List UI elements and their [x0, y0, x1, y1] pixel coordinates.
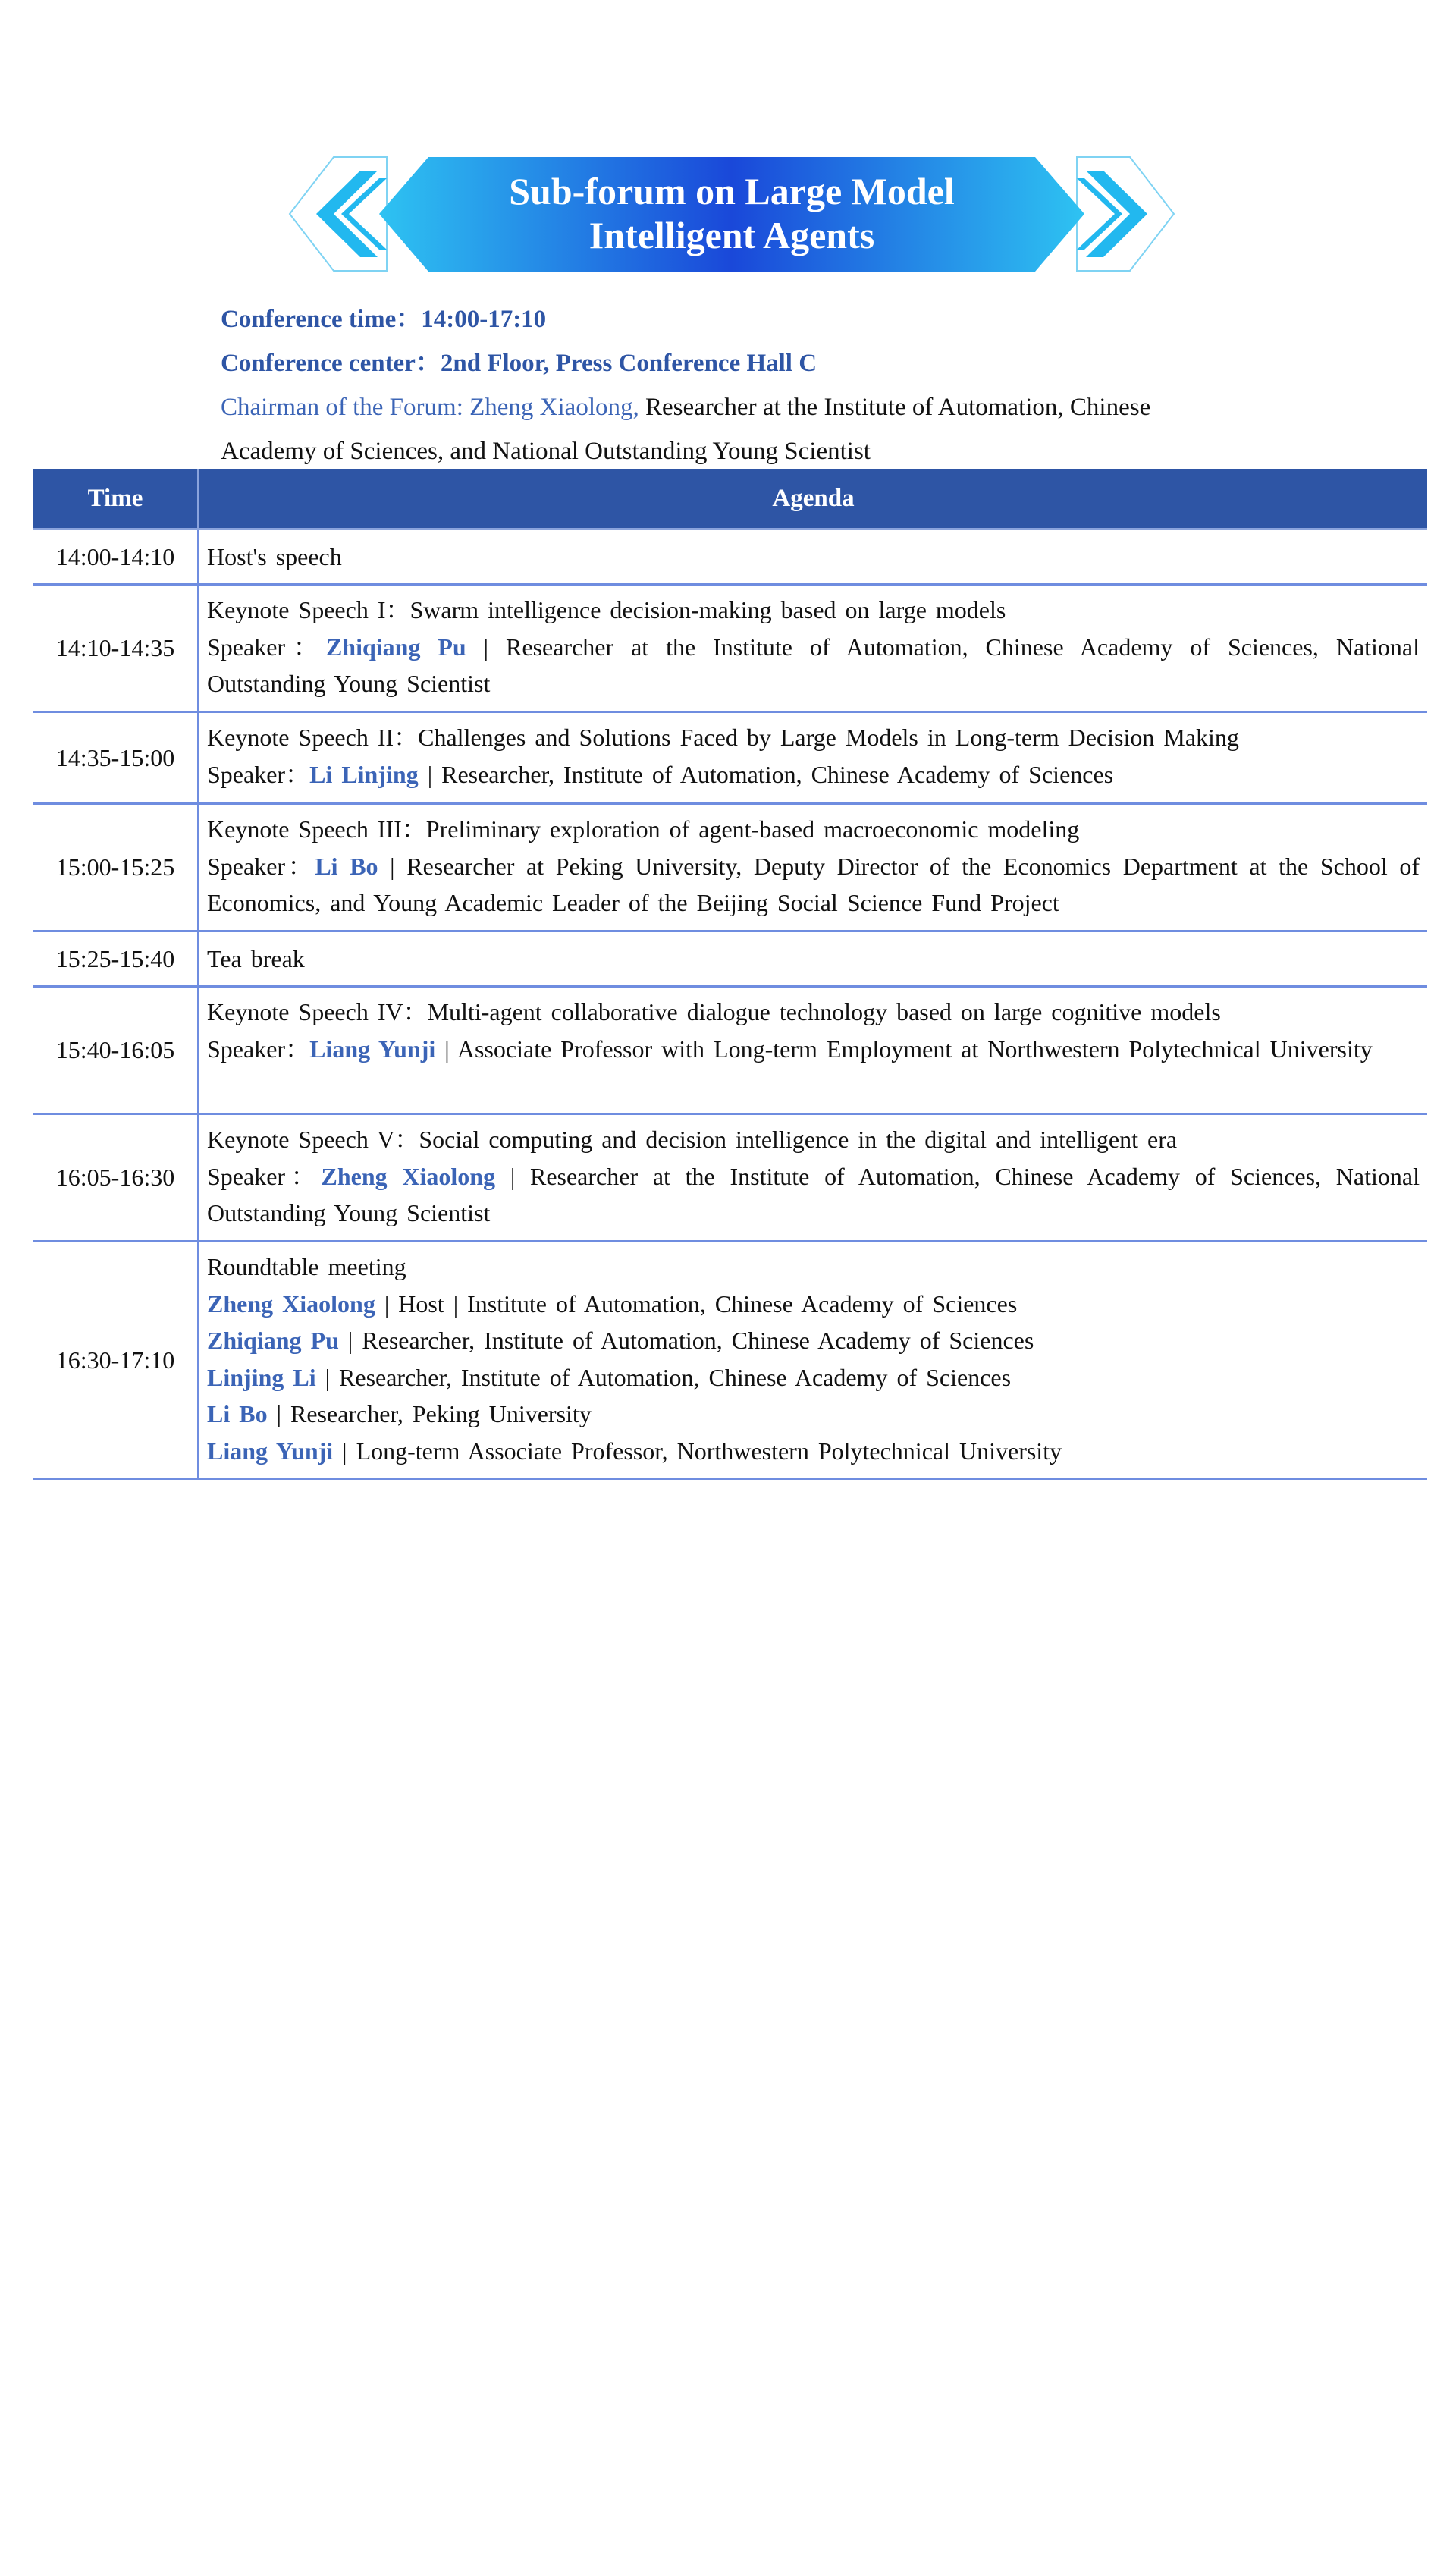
chair-label: Chairman of the Forum: Zheng Xiaolong,: [221, 394, 639, 421]
panelist: Zhiqiang Pu | Researcher, Institute of Automation, Chinese Academy of Sciences: [207, 1327, 1034, 1354]
speaker-desc: Researcher at Peking University, Deputy Director of the Economics Department at the School of Economics, and Young Academic Leader of the Beijing Social Science Fund Project: [207, 852, 1420, 916]
table-row: [33, 530, 1427, 586]
speaker-desc: Associate Professor with Long-term Employment at Northwestern Polytechnical University: [457, 1035, 1373, 1063]
row-time: 14:10-14:35: [33, 586, 199, 711]
panelist-desc: Long-term Associate Professor, Northwestern Polytechnical University: [356, 1437, 1062, 1465]
panelist-desc: Institute of Automation, Chinese Academy of Sciences: [467, 1289, 1018, 1318]
agenda-title: Keynote Speech I：Swarm intelligence decision-making based on large models: [207, 596, 1006, 623]
table-row: [33, 988, 1427, 1115]
row-agenda: [199, 713, 1427, 802]
row-time: 14:00-14:10: [33, 530, 199, 583]
panelist: Li Bo | Researcher, Peking University: [207, 1400, 592, 1427]
title-line-2: Intelligent Agents: [588, 214, 875, 256]
speaker-line: Speaker：Zhiqiang Pu | Researcher at the Institute of Automation, Chinese Academy of Sciences, National Outstanding Young Scientist: [207, 633, 1420, 697]
conference-center: [221, 341, 1207, 385]
row-time: 14:35-15:00: [33, 713, 199, 802]
speaker-prefix: Speaker：: [207, 1162, 322, 1190]
row-time: 15:25-15:40: [33, 932, 199, 985]
table-row: [33, 932, 1427, 988]
page-title: [288, 169, 1175, 257]
panelist-desc: Researcher, Institute of Automation, Chinese Academy of Sciences: [362, 1327, 1034, 1354]
row-agenda: [199, 530, 1427, 583]
row-agenda: [199, 1115, 1427, 1240]
agenda-title: Keynote Speech V：Social computing and decision intelligence in the digital and intelligent era: [207, 1126, 1178, 1153]
speaker-desc: Researcher at the Institute of Automation, Chinese Academy of Sciences, National Outstanding Young Scientist: [207, 633, 1420, 697]
center-value: 2nd Floor, Press Conference Hall C: [440, 350, 817, 377]
title-banner: [288, 155, 1175, 273]
forum-chairman: [221, 385, 1207, 429]
row-time: 15:00-15:25: [33, 805, 199, 930]
conference-time: [221, 297, 1207, 341]
row-time: 16:05-16:30: [33, 1115, 199, 1240]
chair-desc-line-2: Academy of Sciences, and National Outstanding Young Scientist: [221, 438, 871, 465]
panelist: Liang Yunji | Long-term Associate Professor, Northwestern Polytechnical University: [207, 1437, 1062, 1465]
title-line-1: Sub-forum on Large Model: [509, 170, 955, 212]
panelist-name: Liang Yunji: [207, 1437, 334, 1465]
row-time: 16:30-17:10: [33, 1242, 199, 1478]
panelist-name: Linjing Li: [207, 1363, 316, 1391]
agenda-title: Roundtable meeting: [207, 1253, 406, 1280]
agenda-title: Keynote Speech III：Preliminary exploration of agent-based macroeconomic modeling: [207, 815, 1080, 843]
header-time: Time: [33, 469, 199, 528]
panelist-name: Zhiqiang Pu: [207, 1327, 339, 1354]
table-header: [33, 469, 1427, 530]
speaker-line: Speaker：Li Bo | Researcher at Peking University, Deputy Director of the Economics Department at the School of Economics, and Young Academic Leader of the Beijing Social Science Fund Project: [207, 852, 1420, 916]
row-time: 15:40-16:05: [33, 988, 199, 1113]
table-row: [33, 1115, 1427, 1242]
panelist-name: Li Bo: [207, 1400, 268, 1427]
speaker-name: Zhiqiang Pu: [325, 633, 466, 661]
row-agenda: [199, 932, 1427, 985]
agenda-title: Host's speech: [207, 542, 342, 570]
panelist: Zheng Xiaolong | Host | Institute of Automation, Chinese Academy of Sciences: [207, 1289, 1018, 1318]
table-row: [33, 713, 1427, 805]
center-label: Conference center：: [221, 350, 441, 377]
speaker-desc: Researcher at the Institute of Automation, Chinese Academy of Sciences, National Outstanding Young Scientist: [207, 1162, 1420, 1226]
panelist-name: Zheng Xiaolong: [207, 1289, 375, 1318]
time-value: 14:00-17:10: [421, 306, 547, 333]
speaker-line: Speaker：Zheng Xiaolong | Researcher at the Institute of Automation, Chinese Academy of Sciences, National Outstanding Young Scientist: [207, 1162, 1420, 1226]
row-agenda: [199, 1242, 1427, 1478]
table-row: [33, 586, 1427, 713]
speaker-name: Li Linjing: [309, 760, 419, 788]
table-row: [33, 1242, 1427, 1480]
row-agenda: [199, 586, 1427, 711]
panelist-role: Host: [398, 1289, 444, 1318]
panelist-desc: Researcher, Institute of Automation, Chinese Academy of Sciences: [339, 1363, 1012, 1391]
speaker-desc: Researcher, Institute of Automation, Chinese Academy of Sciences: [441, 760, 1114, 788]
panelist: Linjing Li | Researcher, Institute of Automation, Chinese Academy of Sciences: [207, 1363, 1012, 1391]
speaker-prefix: Speaker：: [207, 852, 315, 880]
agenda-title: Keynote Speech IV：Multi-agent collaborative dialogue technology based on large cognitive models: [207, 998, 1221, 1025]
speaker-name: Zheng Xiaolong: [321, 1162, 496, 1190]
speaker-name: Li Bo: [315, 852, 378, 880]
speaker-prefix: Speaker：: [207, 760, 310, 788]
agenda-title: Tea break: [207, 944, 305, 972]
speaker-line: Speaker：Liang Yunji | Associate Professor with Long-term Employment at Northwestern Polytechnical University: [207, 1035, 1373, 1063]
agenda-title: Keynote Speech II：Challenges and Solutions Faced by Large Models in Long-term Decision Making: [207, 724, 1239, 751]
table-row: [33, 805, 1427, 932]
row-agenda: [199, 988, 1427, 1113]
agenda-table: [33, 469, 1427, 1480]
row-agenda: [199, 805, 1427, 930]
speaker-prefix: Speaker：: [207, 633, 326, 661]
chair-desc-line-1: Researcher at the Institute of Automation, Chinese: [645, 394, 1151, 421]
time-label: Conference time：: [221, 306, 422, 333]
conference-info: [221, 297, 1207, 473]
panelist-desc: Researcher, Peking University: [290, 1400, 592, 1427]
speaker-name: Liang Yunji: [309, 1035, 436, 1063]
header-agenda: Agenda: [772, 485, 855, 512]
speaker-prefix: Speaker：: [207, 1035, 310, 1063]
speaker-line: Speaker：Li Linjing | Researcher, Institute of Automation, Chinese Academy of Sciences: [207, 760, 1114, 788]
